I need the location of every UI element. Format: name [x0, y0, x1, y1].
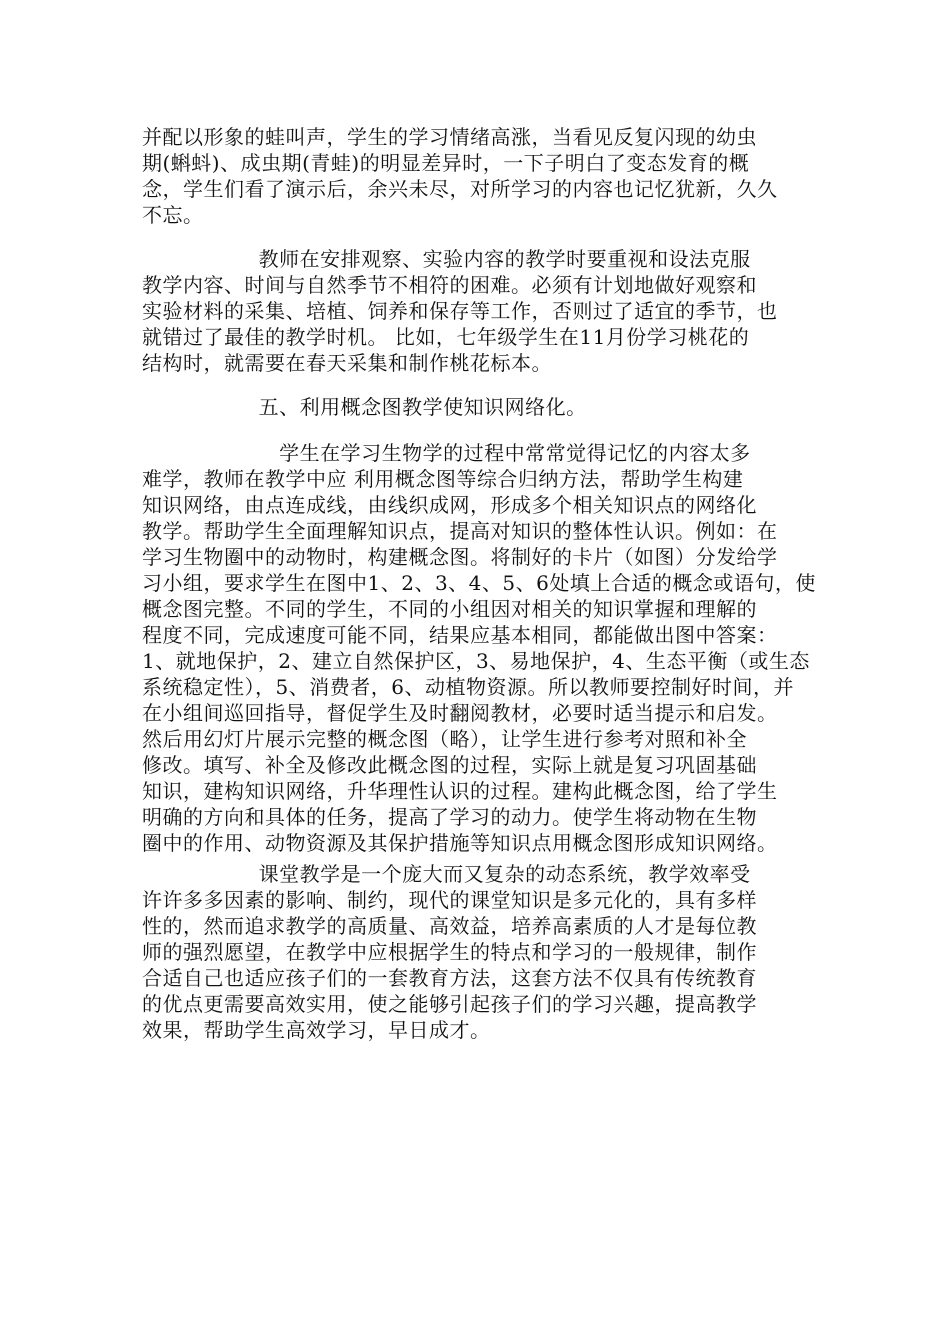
text-line: 结构时，就需要在春天采集和制作桃花标本。: [142, 351, 552, 375]
text-line: 知识网络，由点连成线，由线织成网，形成多个相关知识点的网络化: [142, 493, 757, 517]
text-line: 合适自己也适应孩子们的一套教育方法，这套方法不仅具有传统教育: [142, 966, 757, 990]
section-heading-five: [142, 394, 822, 420]
paragraph-observation-experiment: [142, 246, 822, 376]
text-line: 许许多多因素的影响、制约，现代的课堂知识是多元化的，具有多样: [142, 888, 757, 912]
text-line: 然后用幻灯片展示完整的概念图（略），让学生进行参考对照和补全: [142, 727, 747, 751]
text-line: 期(蝌蚪)、成虫期(青蛙)的明显差异时，一下子明白了变态发育的概: [142, 151, 750, 175]
paragraph-conclusion: [142, 861, 822, 1043]
text-line: 效果，帮助学生高效学习，早日成才。: [142, 1018, 491, 1042]
text-line: 1、就地保护，2、建立自然保护区，3、易地保护，4、生态平衡（或生态: [142, 649, 810, 673]
text-line: 难学，教师在教学中应 利用概念图等综合归纳方法，帮助学生构建: [142, 467, 744, 491]
text-line: 修改。填写、补全及修改此概念图的过程，实际上就是复习巩固基础: [142, 753, 757, 777]
text-line: 教学。帮助学生全面理解知识点，提高对知识的整体性认识。例如：在: [142, 519, 778, 543]
text-line: 程度不同，完成速度可能不同，结果应基本相同，都能做出图中答案：: [142, 623, 778, 647]
text-line: 系统稳定性），5、消费者，6、动植物资源。所以教师要控制好时间，并: [142, 675, 794, 699]
text-line: 并配以形象的蛙叫声，学生的学习情绪高涨，当看见反复闪现的幼虫: [142, 125, 757, 149]
text-line: 概念图完整。不同的学生，不同的小组因对相关的知识掌握和理解的: [142, 597, 757, 621]
text-line: 圈中的作用、动物资源及其保护措施等知识点用概念图形成知识网络。: [142, 831, 778, 855]
paragraph-tadpole-demo: [142, 124, 822, 228]
text-line: 教学内容、时间与自然季节不相符的困难。必须有计划地做好观察和: [142, 273, 757, 297]
text-line: 实验材料的采集、培植、饲养和保存等工作，否则过了适宜的季节，也: [142, 299, 778, 323]
text-line: 不忘。: [142, 203, 204, 227]
text-line: 念，学生们看了演示后，余兴未尽，对所学习的内容也记忆犹新，久久: [142, 177, 778, 201]
text-line: 性的，然而追求教学的高质量、高效益，培养高素质的人才是每位教: [142, 914, 757, 938]
text-line: 学生在学习生物学的过程中常常觉得记忆的内容太多: [142, 441, 751, 465]
text-line: 就错过了最佳的教学时机。 比如，七年级学生在11月份学习桃花的: [142, 325, 750, 349]
text-line: 知识，建构知识网络，升华理性认识的过程。建构此概念图，给了学生: [142, 779, 778, 803]
text-line: 教师在安排观察、实验内容的教学时要重视和设法克服: [142, 247, 751, 271]
heading-line: 五、利用概念图教学使知识网络化。: [142, 395, 587, 419]
text-line: 课堂教学是一个庞大而又复杂的动态系统，教学效率受: [142, 862, 751, 886]
text-line: 师的强烈愿望，在教学中应根据学生的特点和学习的一般规律，制作: [142, 940, 757, 964]
text-line: 习小组，要求学生在图中1、2、3、4、5、6处填上合适的概念或语句，使: [142, 571, 816, 595]
text-line: 在小组间巡回指导，督促学生及时翻阅教材，必要时适当提示和启发。: [142, 701, 778, 725]
text-line: 学习生物圈中的动物时，构建概念图。将制好的卡片（如图）分发给学: [142, 545, 778, 569]
paragraph-concept-map: [142, 440, 822, 856]
text-line: 的优点更需要高效实用，使之能够引起孩子们的学习兴趣，提高教学: [142, 992, 757, 1016]
text-line: 明确的方向和具体的任务，提高了学习的动力。使学生将动物在生物: [142, 805, 757, 829]
